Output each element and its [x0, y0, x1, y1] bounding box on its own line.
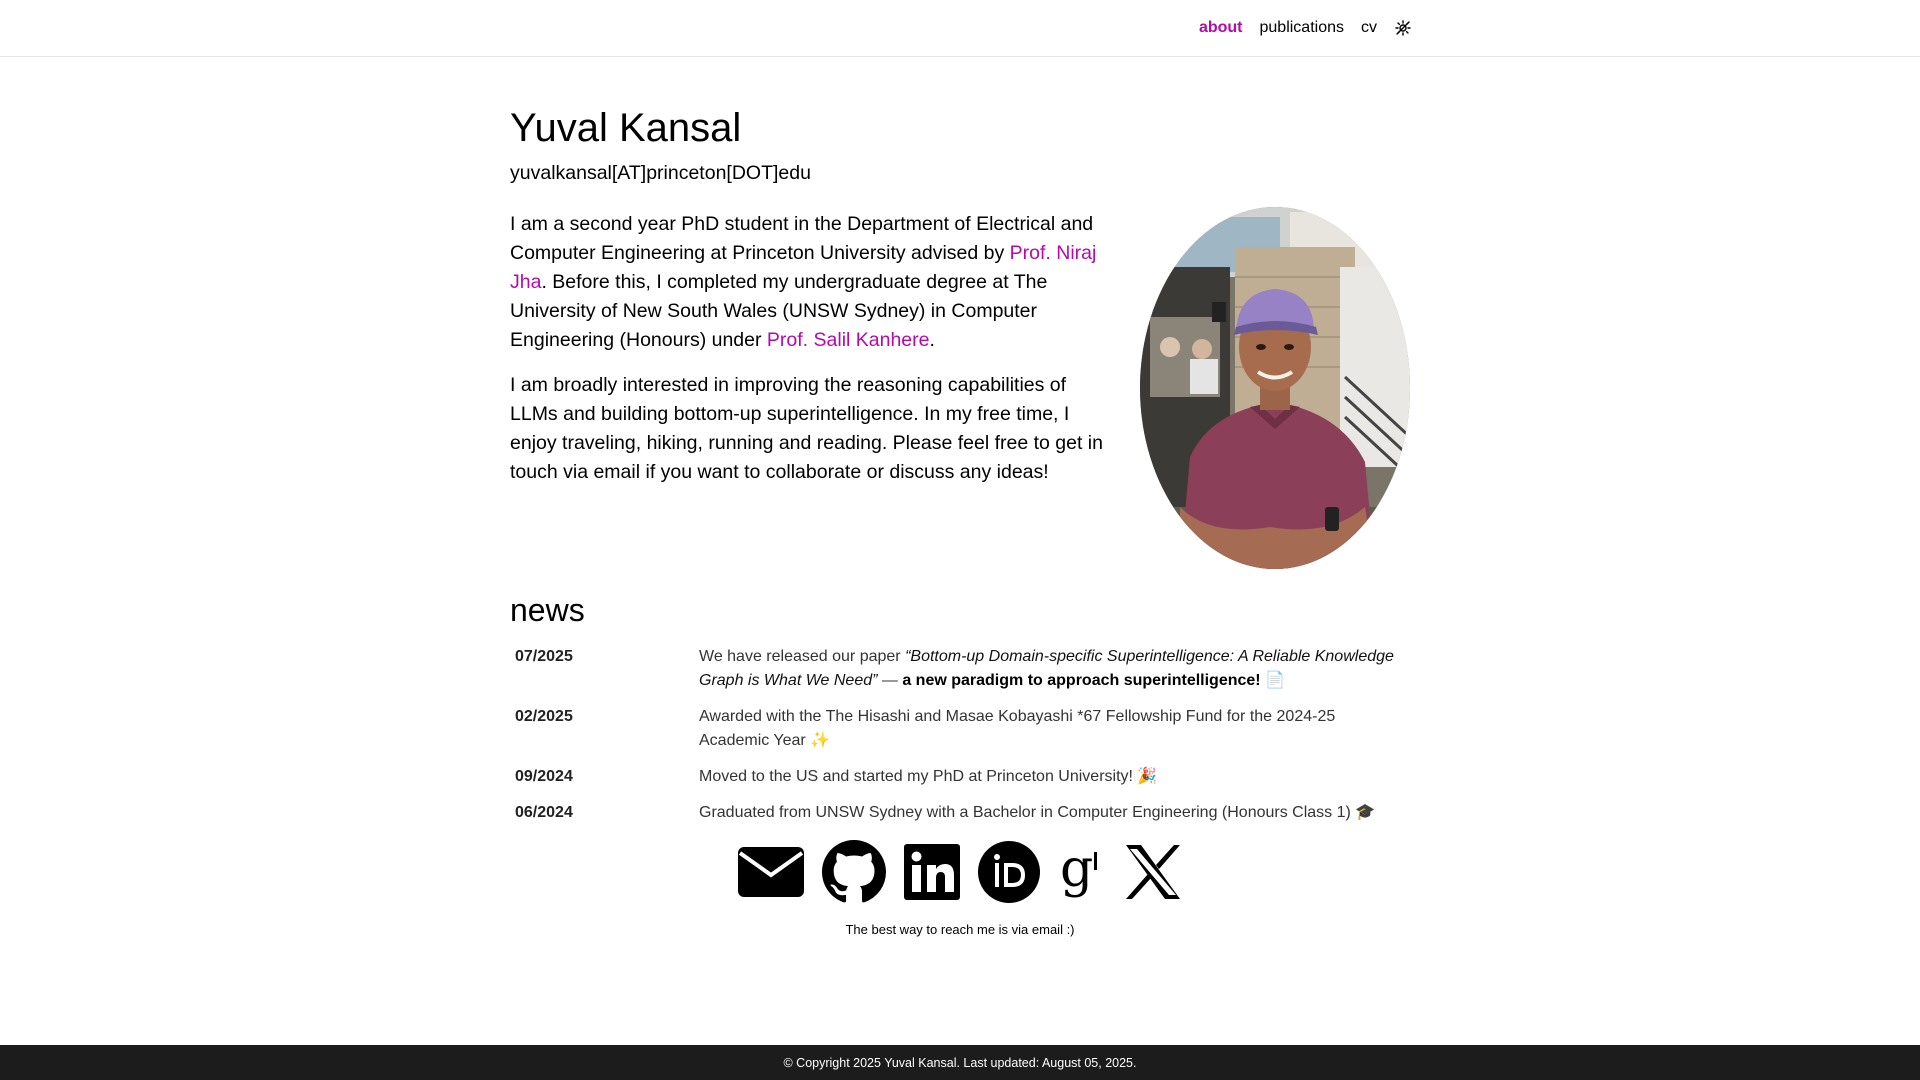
- about-section: [510, 210, 1410, 590]
- about-text-part: .: [929, 329, 935, 351]
- news-text: —: [877, 672, 903, 689]
- envelope-icon[interactable]: [738, 838, 804, 906]
- news-table: [510, 642, 1410, 834]
- news-highlight: a new paradigm to approach superintelligence!: [902, 672, 1261, 689]
- news-description: [694, 642, 1410, 702]
- email-address: yuvalkansal[AT]princeton[DOT]edu: [510, 162, 811, 184]
- footer: [0, 1045, 1920, 1080]
- page-facing-up-icon: 📄: [1260, 672, 1285, 689]
- theme-toggle-button[interactable]: [1394, 19, 1412, 37]
- news-description: [694, 762, 1410, 798]
- news-description: [694, 702, 1410, 762]
- copyright-text: © Copyright 2025 Yuval Kansal. Last updated: August 05, 2025.: [783, 1055, 1137, 1070]
- party-popper-icon: 🎉: [1132, 768, 1158, 785]
- orcid-icon[interactable]: [978, 838, 1040, 906]
- news-date: 09/2024: [515, 768, 573, 785]
- news-text: Moved to the US and started my PhD at Princeton University!: [699, 768, 1133, 785]
- paper-title: “Bottom-up Domain-specific Superintelligence: A Reliable Knowledge Graph is What We Need”: [699, 648, 1394, 689]
- profile-photo-illustration: [1140, 207, 1410, 569]
- news-description: [694, 798, 1410, 834]
- about-text: [510, 210, 1115, 487]
- about-paragraph-1: [510, 210, 1115, 355]
- sun-moon-icon: [1395, 20, 1411, 36]
- google-scholar-icon[interactable]: [1058, 838, 1106, 906]
- news-row: [510, 798, 1410, 834]
- contact-note: The best way to reach me is via email :): [845, 922, 1075, 937]
- news-date: 02/2025: [515, 708, 573, 725]
- about-text-part: . Before this, I completed my undergraduate degree at The University of New South Wales (UNSW Sydney) in Computer Engineering (Honours) under: [510, 271, 1048, 351]
- svg-text:g: g: [1060, 844, 1094, 899]
- sparkles-icon: ✨: [805, 732, 831, 749]
- advisor-link-salil-kanhere[interactable]: Prof. Salil Kanhere: [766, 329, 930, 351]
- about-paragraph-2: I am broadly interested in improving the reasoning capabilities of LLMs and building bottom-up superintelligence. In my free time, I enjoy traveling, hiking, running and reading. Please feel free to get in touch via email if you want to collaborate or discuss any ideas!: [510, 374, 1103, 483]
- news-date: 06/2024: [515, 804, 573, 821]
- news-row: [510, 762, 1410, 798]
- profile-photo: [1140, 207, 1410, 569]
- advisor-link-niraj-jha[interactable]: Prof. Niraj Jha: [510, 242, 1097, 293]
- main-content: [510, 98, 1410, 834]
- nav-item-about[interactable]: about: [1198, 19, 1243, 36]
- news-text: Awarded with the The Hisashi and Masae Kobayashi *67 Fellowship Fund for the 2024-25 Academic Year: [699, 708, 1336, 749]
- nav-item-publications[interactable]: publications: [1259, 19, 1344, 36]
- news-heading: news: [510, 592, 585, 628]
- news-text: Graduated from UNSW Sydney with a Bachelor in Computer Engineering (Honours Class 1): [699, 804, 1351, 821]
- navbar: [0, 0, 1920, 57]
- nav-item-cv[interactable]: cv: [1361, 19, 1377, 36]
- news-date: 07/2025: [515, 648, 573, 665]
- x-icon[interactable]: [1124, 838, 1182, 906]
- news-row: [510, 642, 1410, 702]
- graduation-icon: 🎓: [1350, 804, 1376, 821]
- about-text-part: I am a second year PhD student in the Department of Electrical and Computer Engineering at Princeton University advised by: [510, 213, 1094, 264]
- linkedin-icon[interactable]: [904, 838, 960, 906]
- social-links: [0, 838, 1920, 906]
- page-title: Yuval Kansal: [510, 106, 742, 150]
- github-icon[interactable]: [822, 838, 886, 906]
- news-text: We have released our paper: [699, 648, 906, 665]
- nav-list: [1199, 0, 1412, 56]
- news-row: [510, 702, 1410, 762]
